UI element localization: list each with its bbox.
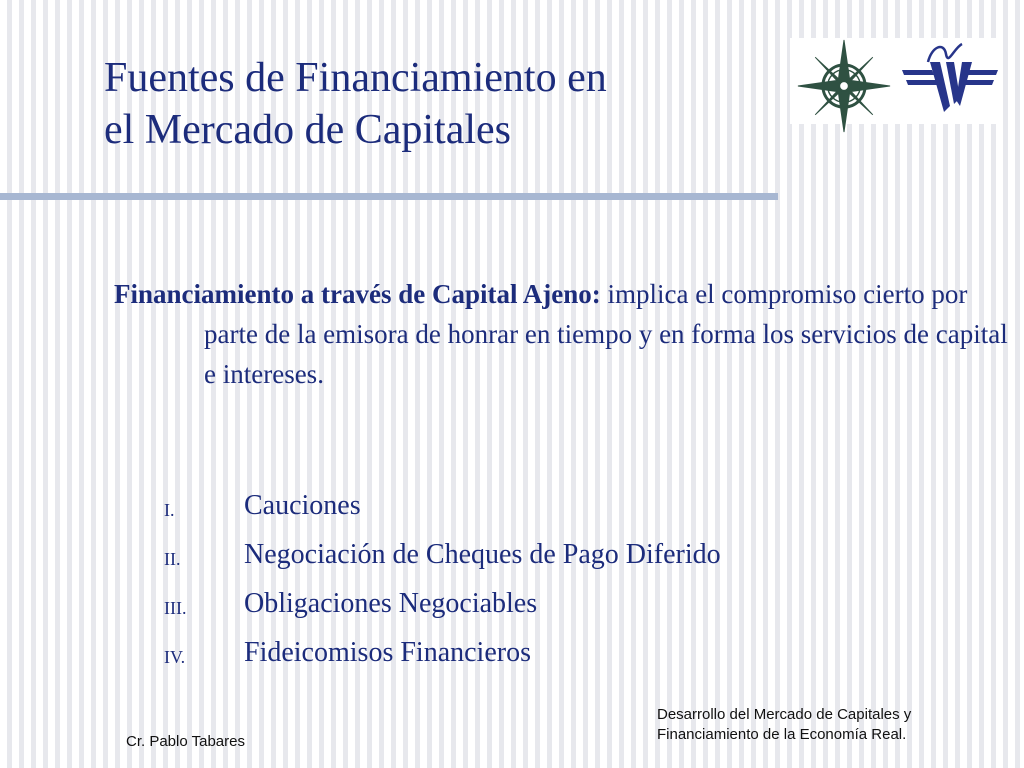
list-text: Obligaciones Negociables [244, 588, 538, 619]
stylized-mv-logo-icon [898, 40, 1002, 116]
title-divider [0, 193, 778, 200]
list-text: Negociación de Cheques de Pago Diferido [244, 539, 721, 570]
footer-caption-line-1: Desarrollo del Mercado de Capitales y [657, 706, 912, 723]
list-numeral: IV. [164, 647, 186, 667]
list-numeral: I. [164, 500, 175, 520]
slide-title [104, 52, 784, 156]
footer-author: Cr. Pablo Tabares [126, 733, 245, 750]
footer-caption [657, 705, 911, 745]
list-text: Fideicomisos Financieros [244, 637, 531, 668]
slide-title-line-1: Fuentes de Financiamiento en [104, 55, 607, 101]
footer-caption-line-2: Financiamiento de la Economía Real. [657, 726, 907, 743]
list-numeral: II. [164, 549, 181, 569]
compass-rose-icon [796, 38, 892, 134]
body-paragraph [114, 274, 1014, 394]
paragraph-lead: Financiamiento a través de Capital Ajeno: [114, 279, 601, 309]
list-text: Cauciones [244, 490, 361, 521]
slide-title-line-2: el Mercado de Capitales [104, 107, 511, 153]
list-numeral: III. [164, 598, 187, 618]
paragraph-text: implica el compromiso cierto por parte de la emisora de honrar en tiempo y en forma los servicios de capital e intereses. [204, 279, 1008, 389]
